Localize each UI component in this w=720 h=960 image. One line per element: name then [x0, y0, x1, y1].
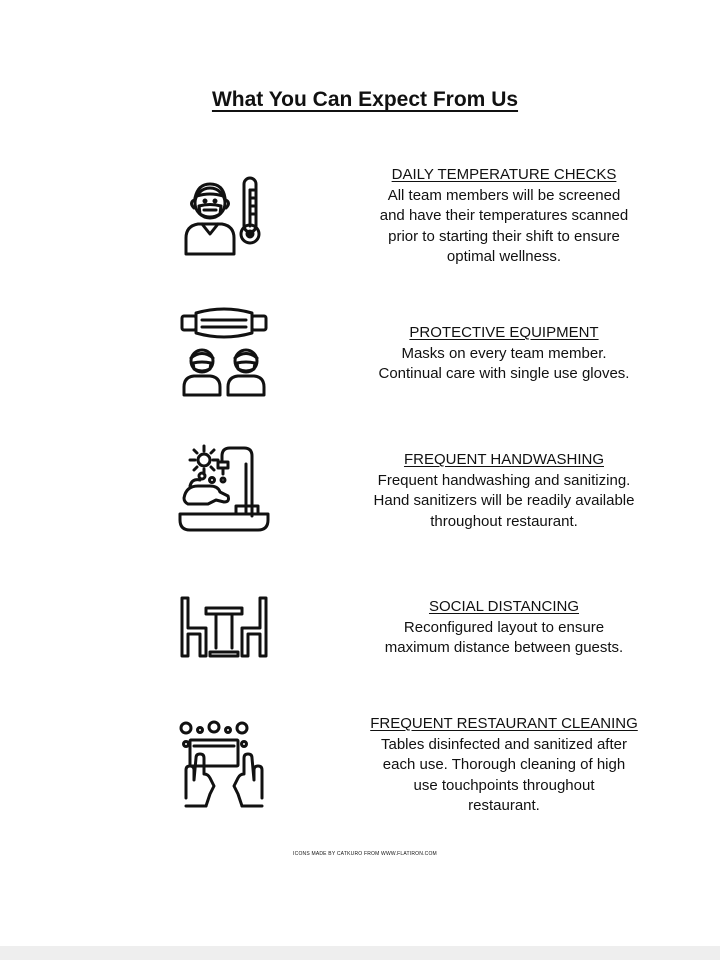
item-heading: SOCIAL DISTANCING [428, 598, 580, 615]
item-line: use touchpoints throughout [413, 776, 595, 794]
item-line: Tables disinfected and sanitized after [381, 735, 627, 753]
bottom-strip [0, 946, 720, 960]
item-line: Frequent handwashing and sanitizing. [377, 471, 631, 489]
item-line: optimal wellness. [446, 248, 562, 265]
item-line: Masks on every team member. [401, 344, 607, 362]
item-text [362, 450, 646, 532]
item-line: Continual care with single use gloves. [378, 365, 630, 382]
face-mask-two-people-icon [176, 303, 272, 399]
item-line: Reconfigured layout to ensure [403, 618, 605, 636]
item-line: Hand sanitizers will be readily available [373, 492, 635, 509]
item-line: throughout restaurant. [430, 512, 578, 530]
icon-credit: ICONS MADE BY CATKURO FROM WWW.FLATIRON.COM [293, 851, 437, 857]
item-line: prior to starting their shift to ensure [388, 227, 620, 245]
item-heading: DAILY TEMPERATURE CHECKS [391, 166, 617, 183]
item-text [362, 597, 646, 659]
item-text [362, 323, 646, 385]
item-line: maximum distance between guests. [384, 639, 624, 656]
handwashing-faucet-icon [176, 442, 272, 538]
item-line: each use. Thorough cleaning of high [382, 756, 626, 773]
item-line: restaurant. [468, 797, 540, 814]
hands-cleaning-table-icon [176, 718, 272, 814]
item-heading: PROTECTIVE EQUIPMENT [409, 324, 599, 341]
item-line: and have their temperatures scanned [379, 207, 629, 224]
table-chairs-icon [176, 584, 272, 680]
masked-person-thermometer-icon [176, 170, 272, 266]
item-text [362, 714, 646, 817]
item-text [362, 165, 646, 268]
page-title: What You Can Expect From Us [211, 88, 519, 111]
item-heading: FREQUENT HANDWASHING [403, 451, 604, 468]
item-line: All team members will be screened [387, 186, 621, 204]
item-heading: FREQUENT RESTAURANT CLEANING [370, 715, 638, 732]
